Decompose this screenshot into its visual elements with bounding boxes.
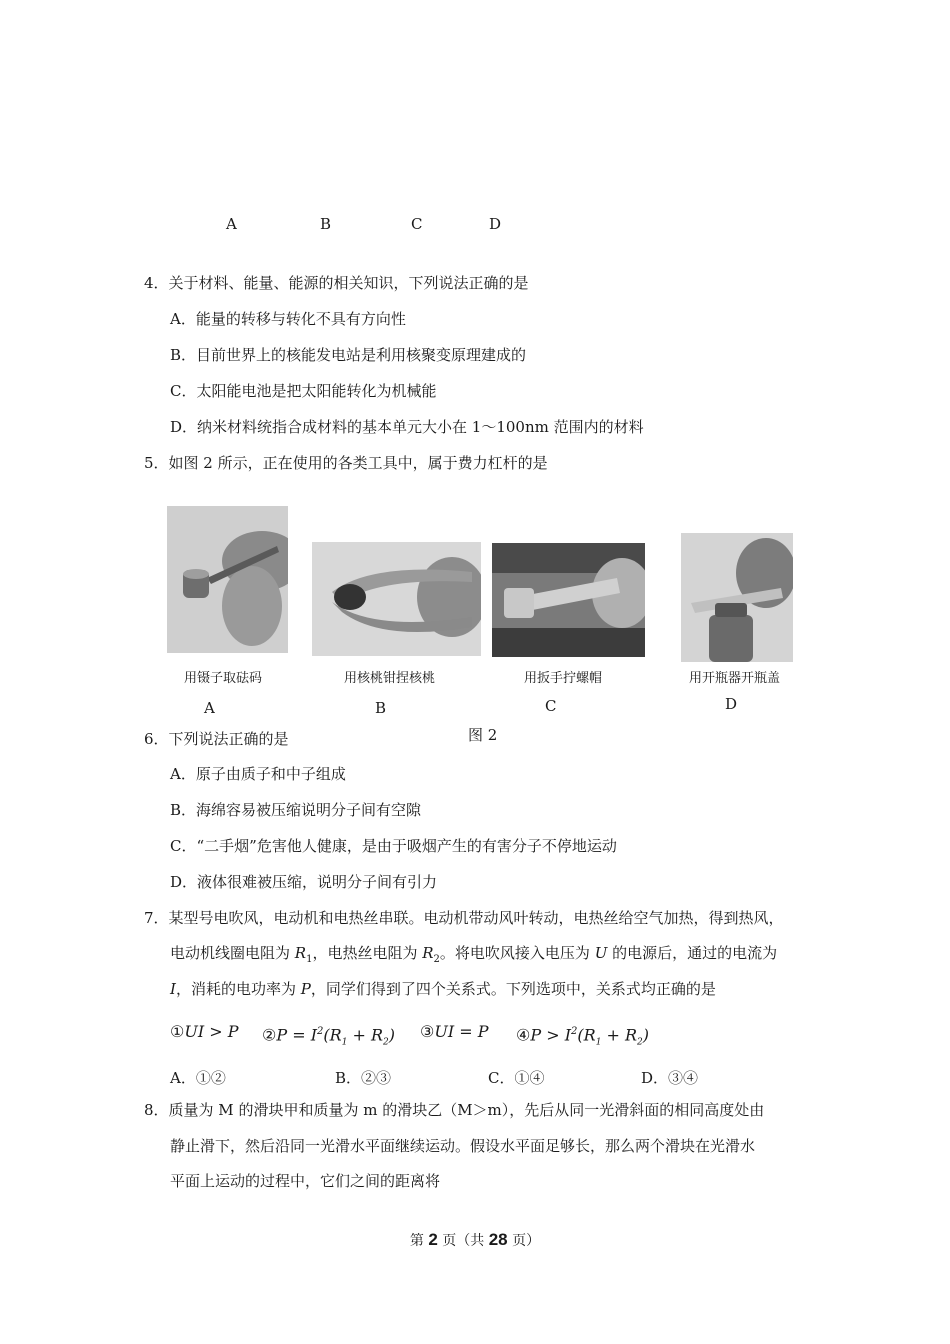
question-4-option-c: C．太阳能电池是把太阳能转化为机械能 [170, 382, 437, 400]
prev-option-label-b: B [320, 215, 332, 233]
question-6-stem: 6．下列说法正确的是 [144, 730, 289, 748]
r1-symbol: R [294, 944, 307, 962]
question-4-option-a: A．能量的转移与转化不具有方向性 [170, 310, 406, 328]
formula-2-exp: 2 [317, 1026, 324, 1037]
prev-option-label-d: D [489, 215, 502, 233]
bottle-opener-photo [681, 533, 793, 662]
formula-2-sub: 2 [383, 1037, 389, 1048]
footer-text: 第 [409, 1233, 429, 1249]
photo-label-c: C [545, 697, 557, 715]
formula-4-body: P > I [530, 1025, 572, 1045]
formula-4-sub: 1 [595, 1037, 602, 1048]
formula-2-part: (R [323, 1025, 342, 1045]
question-7-choice-c: C．①④ [488, 1069, 545, 1087]
question-8-line-3: 平面上运动的过程中，它们之间的距离将 [170, 1172, 441, 1190]
wrench-photo [492, 543, 645, 657]
formula-2-part: + R [347, 1025, 384, 1045]
q7-text: ，电热丝电阻为 [312, 944, 423, 962]
formula-2-part: ) [388, 1025, 396, 1045]
formula-4-marker: ④ [516, 1025, 531, 1045]
question-7-line-2 [170, 943, 777, 970]
footer-text: 页（共 [437, 1233, 489, 1249]
r1-subscript: 1 [306, 954, 313, 965]
total-pages: 28 [488, 1230, 508, 1249]
formula-4-part: + R [601, 1025, 638, 1045]
q7-text: ，消耗的电功率为 [175, 980, 301, 998]
question-6-option-b: B．海绵容易被压缩说明分子间有空隙 [170, 801, 422, 819]
formula-4-sub: 2 [637, 1037, 643, 1048]
q7-text: 。将电吹风接入电压为 [439, 944, 595, 962]
formula-3-marker: ③ [420, 1022, 435, 1041]
caption-d: 用开瓶器开瓶盖 [689, 671, 781, 686]
question-4-option-d: D．纳米材料统指合成材料的基本单元大小在 1～100nm 范围内的材料 [170, 418, 644, 436]
formula-3 [420, 1022, 489, 1042]
r2-subscript: 2 [433, 954, 440, 965]
photo-label-d: D [725, 695, 738, 713]
question-7-line-1: 7．某型号电吹风，电动机和电热丝串联。电动机带动风叶转动，电热丝给空气加热，得到热风， [144, 909, 784, 927]
footer-text: 页） [507, 1233, 541, 1249]
i-symbol: I [170, 980, 176, 998]
formula-1-body: UI > P [184, 1022, 239, 1041]
r2-symbol: R [422, 944, 434, 962]
question-4-option-b: B．目前世界上的核能发电站是利用核聚变原理建成的 [170, 346, 527, 364]
formula-2-sub: 1 [341, 1037, 348, 1048]
question-7-line-3 [170, 979, 716, 999]
question-7-choice-b: B．②③ [335, 1069, 392, 1087]
formula-4 [516, 1022, 649, 1053]
formula-2-marker: ② [262, 1025, 277, 1045]
formula-2-body: P = I [276, 1025, 318, 1045]
formula-2 [262, 1022, 395, 1053]
formula-3-body: UI = P [434, 1022, 489, 1041]
question-5-stem: 5．如图 2 所示，正在使用的各类工具中，属于费力杠杆的是 [144, 454, 548, 472]
p-symbol: P [300, 980, 311, 998]
formula-1-marker: ① [170, 1022, 185, 1041]
prev-option-label-a: A [226, 215, 237, 233]
photo-label-a: A [204, 699, 215, 717]
caption-c: 用扳手拧螺帽 [524, 671, 603, 686]
nutcracker-photo [312, 542, 481, 656]
question-7-choice-a: A．①② [170, 1069, 226, 1087]
page-footer [0, 1230, 950, 1250]
prev-option-label-c: C [411, 215, 423, 233]
question-7-choice-d: D．③④ [641, 1069, 699, 1087]
q7-text: 电动机线圈电阻为 [170, 944, 295, 962]
question-8-line-1: 8．质量为 M 的滑块甲和质量为 m 的滑块乙（M＞m），先后从同一光滑斜面的相同高度处由 [144, 1101, 765, 1119]
formula-4-exp: 2 [571, 1026, 578, 1037]
formula-4-part: (R [577, 1025, 596, 1045]
page-number: 2 [428, 1230, 438, 1249]
question-4-stem: 4．关于材料、能量、能源的相关知识，下列说法正确的是 [144, 274, 529, 292]
u-symbol: U [594, 944, 608, 962]
figure-caption: 图 2 [468, 726, 498, 744]
question-8-line-2: 静止滑下，然后沿同一光滑水平面继续运动。假设水平面足够长，那么两个滑块在光滑水 [170, 1137, 756, 1155]
q7-text: ，同学们得到了四个关系式。下列选项中，关系式均正确的是 [310, 980, 716, 998]
formula-1 [170, 1022, 239, 1042]
tweezers-photo [167, 506, 288, 653]
formula-4-part: ) [642, 1025, 650, 1045]
question-6-option-d: D．液体很难被压缩，说明分子间有引力 [170, 873, 438, 891]
photo-label-b: B [375, 699, 387, 717]
question-6-option-c: C．“二手烟”危害他人健康，是由于吸烟产生的有害分子不停地运动 [170, 837, 617, 855]
question-6-option-a: A．原子由质子和中子组成 [170, 765, 346, 783]
caption-a: 用镊子取砝码 [184, 671, 263, 686]
caption-b: 用核桃钳捏核桃 [344, 671, 436, 686]
q7-text: 的电源后，通过的电流为 [607, 944, 778, 962]
